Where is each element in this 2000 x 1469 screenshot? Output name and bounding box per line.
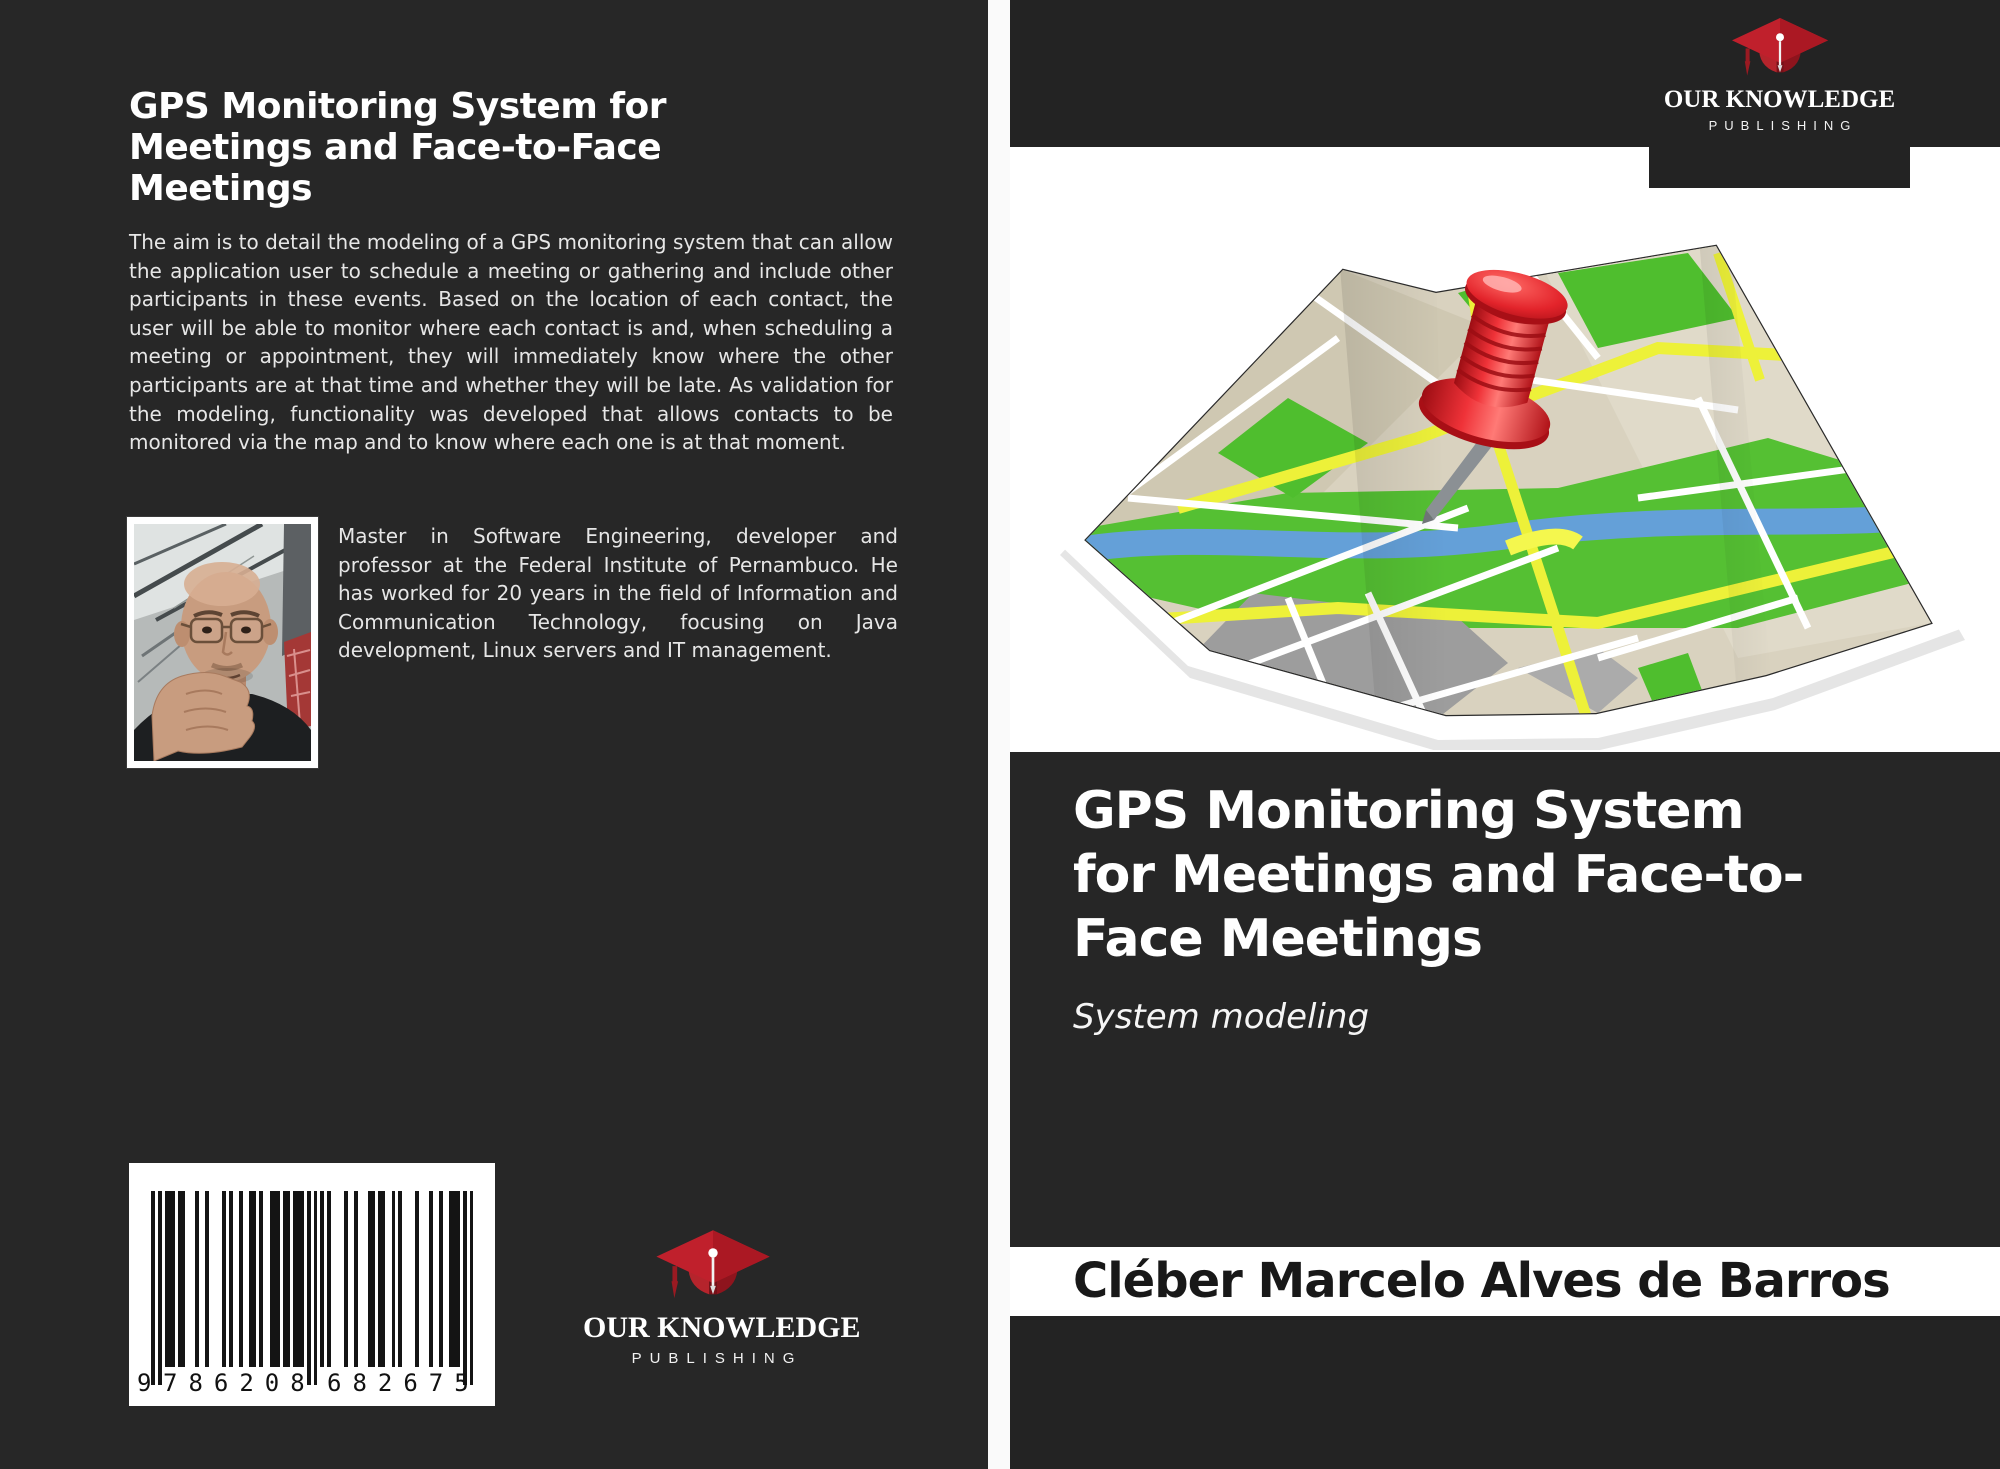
front-title-line: Face Meetings [1073, 909, 1482, 969]
map-illustration [1038, 198, 1980, 750]
back-title-line: Meetings [129, 168, 313, 209]
publisher-division: PUBLISHING [631, 1350, 803, 1367]
publisher-name: OUR KNOWLEDGE [1663, 86, 1896, 113]
publisher-division: PUBLISHING [1708, 118, 1858, 133]
barcode-digits [129, 1367, 495, 1401]
back-title-line: Meetings and Face-to-Face [129, 127, 662, 168]
barcode-lead-digit: 9 [137, 1369, 152, 1397]
graduation-cap-icon [1724, 16, 1836, 84]
barcode-bars [151, 1191, 473, 1385]
author-bio-text: Master in Software Engineering, developer and professor at the Federal Institute of Pernambuco. He has worked for 20 years in the field of Information and Communication Technology, focusing on Java development, Linux servers and IT management. [338, 524, 898, 663]
publisher-name: OUR KNOWLEDGE [583, 1311, 861, 1344]
isbn-barcode [129, 1163, 495, 1406]
author-photo [127, 517, 318, 768]
front-cover-subtitle: System modeling [1073, 997, 1370, 1037]
back-title-line: GPS Monitoring System for [129, 86, 667, 127]
spine-gutter [988, 0, 1010, 1469]
barcode-group1: 786208 [163, 1369, 316, 1397]
front-title-line: GPS Monitoring System [1073, 781, 1744, 841]
back-cover [0, 0, 988, 1469]
folded-map-graphic [1038, 198, 1980, 750]
synopsis-text: The aim is to detail the modeling of a GPS monitoring system that can allow the application user to schedule a meeting or gathering and include other participants in these events. Based on the location of each contact, the user will be able to monitor where each contact is and, when scheduling a meeting or appointment, they will immediately know where the other participants are at that time and whether they will be late. As validation for the modeling, functionality was developed that allows contacts to be monitored via the map and to know where each one is at that moment. [129, 230, 893, 455]
author-name: Cléber Marcelo Alves de Barros [1073, 1253, 1890, 1309]
graduation-cap-icon [647, 1228, 779, 1308]
author-band [1010, 1247, 2000, 1316]
barcode-group2: 682675 [327, 1369, 480, 1397]
publisher-logo [1649, 0, 1910, 188]
front-title-line: for Meetings and Face-to- [1073, 845, 1804, 905]
front-title-panel [1010, 752, 2000, 1247]
front-bottom-panel [1010, 1316, 2000, 1469]
publisher-logo [583, 1228, 861, 1367]
author-portrait-graphic [134, 524, 311, 761]
back-cover-title [129, 86, 849, 209]
front-cover-title [1073, 779, 1960, 971]
front-cover [1010, 0, 2000, 1469]
